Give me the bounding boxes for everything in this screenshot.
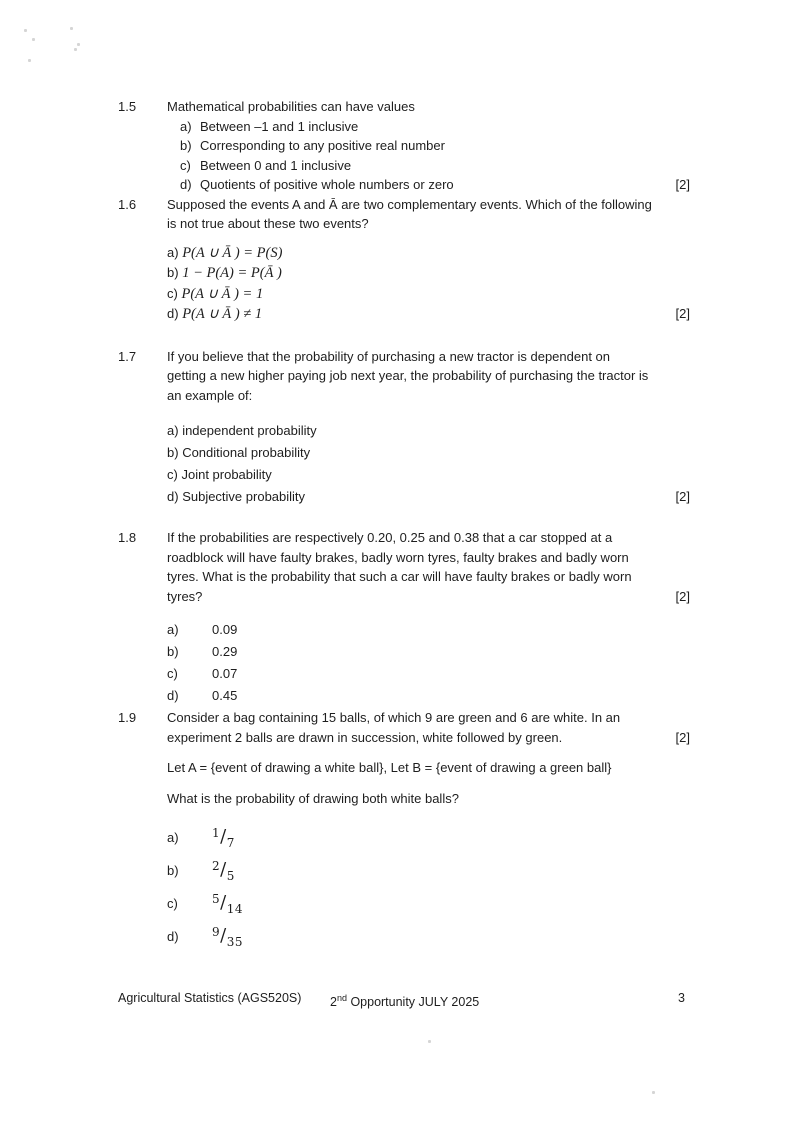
option-formula: P(A ∪ Ā ) ≠ 1 bbox=[182, 306, 263, 322]
option-formula: P(A ∪ Ā ) = 1 bbox=[181, 285, 264, 302]
footer-opportunity-ordinal: nd bbox=[336, 993, 347, 1003]
option-text: Corresponding to any positive real number bbox=[200, 138, 445, 153]
question-number: 1.7 bbox=[118, 348, 137, 364]
scan-speckle bbox=[652, 1091, 655, 1094]
option-label: b) bbox=[167, 445, 179, 460]
option-formula: 1 − P(A) = P(Ā ) bbox=[182, 265, 282, 281]
question-text-line: tyres. What is the probability that such a car will have faulty brakes or badly worn bbox=[167, 569, 632, 584]
option-text: 0.45 bbox=[212, 688, 238, 703]
option-label: d) bbox=[167, 489, 179, 504]
let-definition-line: Let A = {event of drawing a white ball}, Let B = {event of drawing a green ball} bbox=[167, 760, 612, 775]
question-text-line: roadblock will have faulty brakes, badly worn tyres, faulty brakes and badly worn bbox=[167, 549, 629, 565]
option-c bbox=[167, 284, 690, 305]
option-label: d) bbox=[180, 177, 192, 192]
option-label: c) bbox=[167, 666, 178, 681]
page-footer bbox=[118, 988, 690, 1008]
option-text: Between –1 and 1 inclusive bbox=[200, 118, 359, 134]
option-label: a) bbox=[180, 118, 192, 134]
fraction-numerator: 2 bbox=[212, 859, 221, 873]
option-label: b) bbox=[167, 863, 179, 878]
marks-badge: [2] bbox=[675, 177, 690, 192]
option-text: 0.09 bbox=[212, 622, 238, 637]
option-label: b) bbox=[167, 644, 179, 659]
option-a bbox=[167, 820, 690, 853]
option-text: Quotients of positive whole numbers or zero bbox=[200, 177, 454, 192]
page-number: 3 bbox=[678, 991, 685, 1005]
question-number: 1.5 bbox=[118, 99, 137, 114]
option-label: c) bbox=[167, 467, 178, 482]
option-text: Conditional probability bbox=[182, 445, 311, 460]
question-text-line: getting a new higher paying job next year, the probability of purchasing the tractor is bbox=[167, 368, 649, 383]
fraction-numerator: 5 bbox=[212, 892, 221, 906]
option-label: d) bbox=[167, 306, 179, 321]
option-formula: P(A ∪ Ā ) = P(S) bbox=[182, 244, 283, 261]
options-list bbox=[167, 243, 690, 325]
marks-badge: [2] bbox=[675, 588, 690, 604]
fraction-slash: / bbox=[220, 925, 227, 946]
option-b bbox=[167, 442, 690, 464]
question-text-line: If the probabilities are respectively 0.20, 0.25 and 0.38 that a car stopped at a bbox=[167, 530, 613, 545]
footer-opportunity-text bbox=[330, 988, 479, 1012]
marks-badge: [2] bbox=[675, 729, 690, 745]
fraction-value bbox=[212, 925, 243, 949]
option-b bbox=[167, 136, 690, 156]
option-label: a) bbox=[167, 244, 179, 260]
question-number: 1.9 bbox=[118, 710, 137, 725]
fraction-denominator: 14 bbox=[226, 902, 243, 916]
question-1-5 bbox=[118, 97, 690, 195]
footer-course-title: Agricultural Statistics (AGS520S) bbox=[118, 991, 302, 1005]
footer-opportunity-number: 2 bbox=[330, 995, 337, 1010]
options-list bbox=[167, 619, 690, 707]
option-c bbox=[167, 464, 690, 486]
question-text-line: If you believe that the probability of purchasing a new tractor is dependent on bbox=[167, 348, 611, 364]
option-b bbox=[167, 853, 690, 886]
option-text: independent probability bbox=[182, 423, 317, 438]
fraction-slash: / bbox=[220, 892, 227, 913]
question-number: 1.6 bbox=[118, 196, 137, 212]
question-text: experiment 2 balls are drawn in succession, white followed by green. bbox=[167, 729, 563, 745]
scan-speckle bbox=[428, 1040, 431, 1043]
option-text: Joint probability bbox=[181, 467, 272, 482]
option-a bbox=[167, 619, 690, 641]
fraction-denominator: 7 bbox=[226, 836, 235, 850]
options-list bbox=[167, 820, 690, 952]
fraction-numerator: 9 bbox=[212, 925, 221, 939]
scan-speckle bbox=[77, 43, 80, 46]
option-label: a) bbox=[167, 622, 179, 637]
fraction-value bbox=[212, 892, 243, 916]
question-1-9 bbox=[118, 708, 690, 952]
option-d bbox=[167, 685, 690, 707]
option-label: b) bbox=[180, 138, 192, 153]
option-text: Subjective probability bbox=[182, 489, 306, 504]
marks-badge: [2] bbox=[675, 306, 690, 321]
question-1-6 bbox=[118, 195, 690, 325]
question-number: 1.8 bbox=[118, 530, 137, 545]
question-1-8 bbox=[118, 528, 690, 707]
option-label: d) bbox=[167, 688, 179, 703]
sub-question-line: What is the probability of drawing both white balls? bbox=[167, 790, 459, 806]
option-text: 0.29 bbox=[212, 644, 238, 659]
question-text-line bbox=[167, 587, 690, 607]
scan-speckle bbox=[74, 48, 77, 51]
fraction-denominator: 5 bbox=[226, 869, 235, 883]
question-text-line: an example of: bbox=[167, 387, 253, 403]
option-d bbox=[167, 486, 690, 508]
option-label: c) bbox=[167, 896, 178, 911]
fraction-value bbox=[212, 826, 235, 850]
footer-opportunity-rest: Opportunity JULY 2025 bbox=[346, 995, 480, 1010]
question-1-7 bbox=[118, 347, 690, 509]
option-a bbox=[167, 117, 690, 137]
option-c bbox=[167, 156, 690, 176]
fraction-value bbox=[212, 859, 235, 883]
scan-speckle bbox=[32, 38, 35, 41]
option-text: Between 0 and 1 inclusive bbox=[200, 157, 352, 173]
question-text-line: Consider a bag containing 15 balls, of which 9 are green and 6 are white. In an bbox=[167, 710, 621, 725]
options-list bbox=[167, 420, 690, 508]
options-list bbox=[167, 117, 690, 195]
question-text: tyres? bbox=[167, 588, 203, 604]
option-label: a) bbox=[167, 830, 179, 845]
option-a bbox=[167, 420, 690, 442]
fraction-numerator: 1 bbox=[212, 826, 221, 840]
scan-speckle bbox=[70, 27, 73, 30]
fraction-slash: / bbox=[220, 826, 227, 847]
option-label: a) bbox=[167, 423, 179, 438]
question-text-line: is not true about these two events? bbox=[167, 216, 369, 231]
option-d bbox=[167, 175, 690, 195]
question-text-line bbox=[167, 728, 690, 748]
fraction-denominator: 35 bbox=[226, 935, 243, 949]
scan-speckle bbox=[28, 59, 31, 62]
marks-badge: [2] bbox=[675, 489, 690, 504]
option-label: c) bbox=[167, 285, 178, 301]
option-d bbox=[167, 919, 690, 952]
option-label: d) bbox=[167, 929, 179, 944]
option-text: 0.07 bbox=[212, 666, 238, 681]
option-c bbox=[167, 886, 690, 919]
question-text-line: Supposed the events A and Ā are two complementary events. Which of the following bbox=[167, 196, 652, 212]
option-d bbox=[167, 304, 690, 325]
question-text: Mathematical probabilities can have values bbox=[167, 99, 415, 114]
scan-speckle bbox=[24, 29, 27, 32]
fraction-slash: / bbox=[220, 859, 227, 880]
option-b bbox=[167, 641, 690, 663]
option-label: c) bbox=[180, 157, 191, 173]
option-c bbox=[167, 663, 690, 685]
exam-content bbox=[118, 97, 690, 952]
option-label: b) bbox=[167, 265, 179, 280]
option-b bbox=[167, 263, 690, 284]
option-a bbox=[167, 243, 690, 264]
